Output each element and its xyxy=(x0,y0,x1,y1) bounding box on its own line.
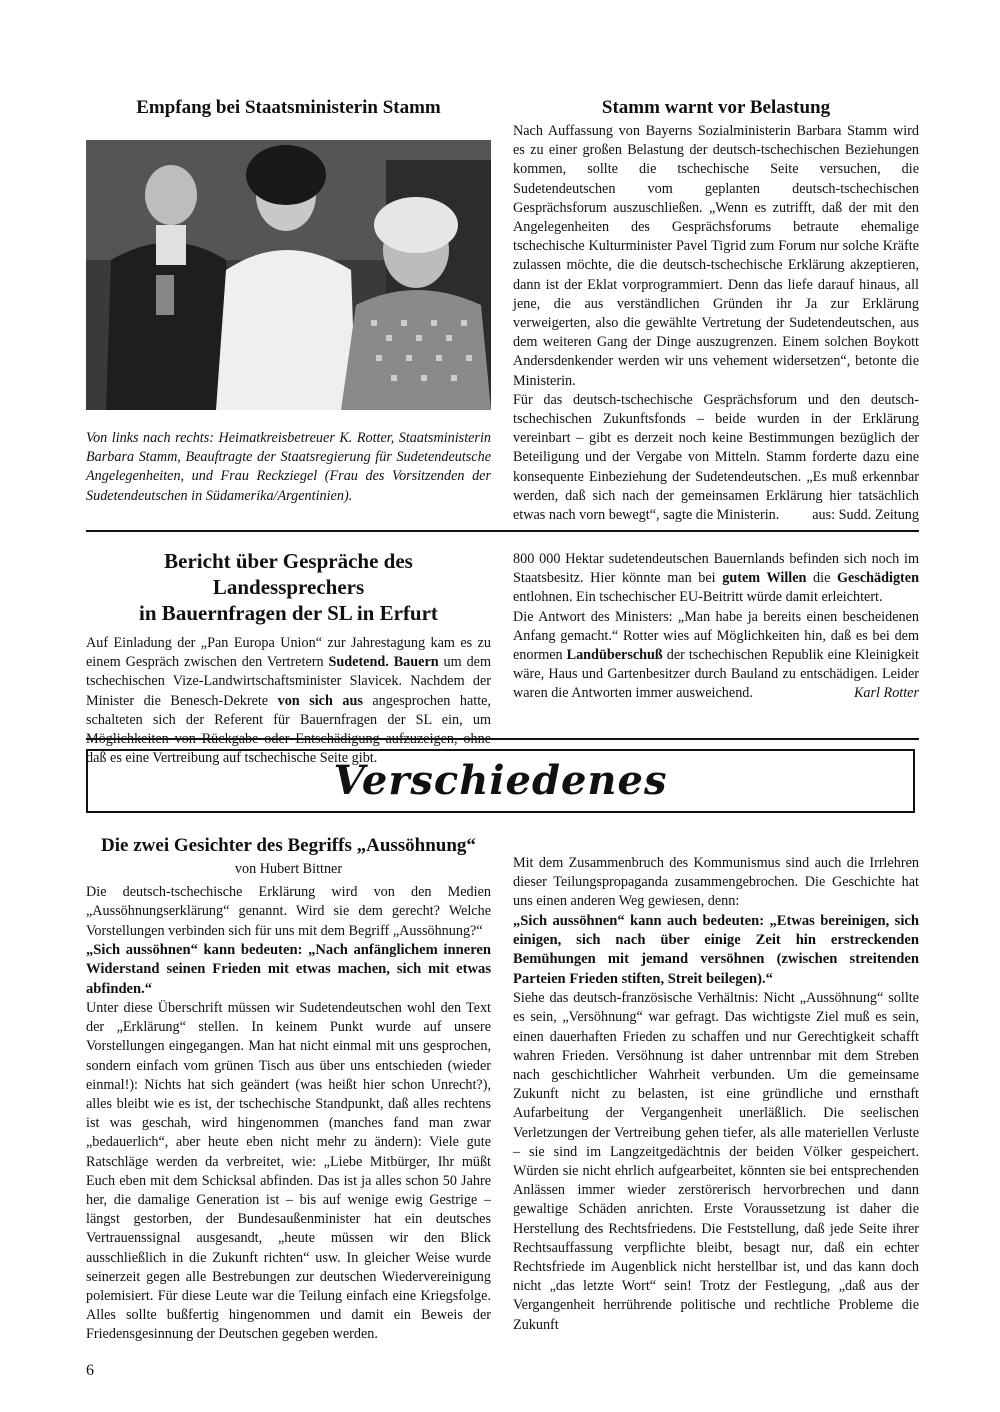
stamm-article-body-2-text: Für das deutsch-tschechische Gesprächsforum und den deutsch-tschechischen Zukunftsfonds – beide wurden in der Erklärung vereinbart – gibt es derzeit noch keine Bestimmungen bezüglich der Beteiligung und der Vergabe von Mitteln. Stamm forderte dazu eine konsequente Einbeziehung der Sudetendeutschen. „Es muß erkennbar werden, daß sich nach der gemeinsamen Erklärung hier tatsächlich etwas nach vorn bewegt“, sagte die Ministerin. xyxy=(513,391,919,524)
bericht-right-body-2 xyxy=(513,608,919,704)
stamm-article-body-1: Nach Auffassung von Bayerns Sozialministerin Barbara Stamm wird es zu einer großen Belastung der deutsch-tschechischen Beziehungen kommen, sollte die tschechische Seite versuchen, die Sudetendeutschen vom geplanten deutsch-tschechischen Gesprächsforum auszuschließen. „Wenn es zutrifft, daß der mit den Angelegenheiten des Gesprächsforums betraute ehemalige tschechische Kulturminister Pavel Tigrid zum Forum nur solche Kräfte zulassen möchte, die die deutsch-tschechische Erklärung akzeptieren, dann ist der Eklat vorprogrammiert. Denn das liefe darauf hinaus, all jene, die aus verständlichen Gründen ihr Ja zur Erklärung verweigerten, also die gewählte Vertretung der Sudetendeutschen, aus dem weiteren Gang der Dinge auszugrenzen. Einem solchen Boykott Andersdenkender werden wir uns vehement widersetzen“, betonte die Ministerin. xyxy=(513,123,919,389)
bericht-left-bold-1: Sudetend. Bauern xyxy=(328,654,439,671)
bericht-right-body-1 xyxy=(513,550,919,608)
aussoehnung-byline: von Hubert Bittner xyxy=(234,861,343,877)
aussoehnung-intro: Die deutsch-tschechische Erklärung wird von den Medien „Aussöhnungserklärung“ genannt. Wird sie dem gerecht? Welche Vorstellungen verbinden sich für uns mit dem Begriff „Aussöhnung?“ xyxy=(86,884,491,939)
aussoehnung-right-body-1: Mit dem Zusammenbruch des Kommunismus sind auch die Irrlehren dieser Teilungspropaganda zusammengebrochen. Die Geschichte hat uns einen anderen Weg gewiesen, denn: xyxy=(513,855,919,910)
bericht-headline-line-1: Bericht über Gespräche des Landessprechers xyxy=(164,549,413,599)
aussoehnung-headline: Die zwei Gesichter des Begriffs „Aussöhnung“ xyxy=(101,835,476,856)
bericht-right-text-d: entlohnen. Ein tschechischer EU-Beitritt würde damit erleichtert. xyxy=(513,589,883,606)
bericht-right-bold-2: Geschädigten xyxy=(837,570,919,587)
aussoehnung-left-body: Unter diese Überschrift müssen wir Sudetendeutschen wohl den Text der „Erklärung“ stellen. In keinem Punkt wurde auf unsere Vorstellungen eingegangen. Man hat nicht einmal mit uns gesprochen, sondern einfach vom grünen Tisch aus über uns entschieden (wieder einmal!): Nichts hat sich geändert (was heißt hier schon Unrecht?), alles bleibt wie es ist, der tschechische Standpunkt, daß alles rechtens ist was geschah, wird hingenommen (manches fand man zwar „bedauerlich“, aber heute eben nicht mehr zu ändern): Viele gute Ratschläge werden da verbreitet, wie: „Liebe Mitbürger, Ihr müßt Euch eben mit dem Schicksal abfinden. Das ist ja alles schon 50 Jahre her, die damalige Generation ist – bis auf wenige ewig Gestrige – längst gestorben, der Bundesaußenminister hat ein deutsches Vertrauenssignal ausgesandt, „heute müssen wir den Blick ausschließlich in die Zukunft richten“ usw. In gleicher Weise wurde seinerzeit gegen alle Bestrebungen zur deutschen Wiedervereinigung polemisiert. Für diese Leute war die Teilung einfach eine Kriegsfolge. Alles sollte bußfertig hingenommen und damit ein Beweis der Friedensgesinnung der Deutschen gegeben werden. xyxy=(86,1000,491,1343)
bericht-right-text-f: der tschechischen Republik eine Kleinigkeit wäre, Haus und Gartenbesitzer durch Bauland zu entschädigen. Leider waren die Antworten immer ausweichend. xyxy=(513,647,919,702)
bericht-headline xyxy=(86,548,491,626)
bericht-article-right xyxy=(513,550,919,704)
divider-middle xyxy=(86,738,919,740)
aussoehnung-right-body-2: Siehe das deutsch-französische Verhältnis: Nicht „Aussöhnung“ sollte es sein, „Versöhnung“ war gefragt. Das wichtigste Ziel muß es sein, einen dauerhaften Frieden zu schaffen und nur Gerechtigkeit schafft wahren Frieden. Versöhnung ist daher untrennbar mit dem Streben nach geschichtlicher Wahrheit verbunden. Um die gemeinsame Zukunft nicht zu belasten, ist eine gründliche und ernsthaft Aufarbeitung der Vergangenheit unerläßlich. Die seelischen Verletzungen der Vertreibung gehen tiefer, als alle materiellen Verluste – sie sind im Langzeitgedächtnis der beiden Völker gespeichert. Würden sie nicht ehrlich aufgearbeitet, könnten sie bei entsprechenden Anlässen immer wieder zerstörerisch hervorbrechen und dann gewaltige Schäden anrichten. Erste Voraussetzung ist daher die Herstellung des Rechtsfriedens. Die Feststellung, daß jede Seite ihrer Rechtsauffassung verpflichte bleibt, besagt nur, daß ein echter Rechtsfriede im Augenblick nicht herstellbar ist, und das kann doch nicht „das letzte Wort“ sein! Trotz der Festlegung, „daß aus der Vergangenheit herrührende politische und rechtliche Probleme die Zukunft xyxy=(513,990,919,1333)
stamm-article xyxy=(513,96,919,525)
photo-caption: Von links nach rechts: Heimatkreisbetreuer K. Rotter, Staatsministerin Barbara Stamm, Beauftragte der Staatsregierung für Sudetendeutsche Angelegenheiten, und Frau Reckziegel (Frau des Vorsitzenden der Sudetendeutschen in Südamerika/Argentinien). xyxy=(86,430,491,504)
aussoehnung-right xyxy=(513,854,919,1335)
bericht-article-left xyxy=(86,548,491,768)
stamm-article-source: aus: Sudd. Zeitung xyxy=(812,507,919,524)
bericht-right-bold-3: Landüberschuß xyxy=(566,647,663,664)
bericht-right-text-a: 800 000 Hektar sudetendeutschen Bauernlands befinden sich noch im Staatsbesitz. Hier könnte man bei xyxy=(513,551,919,587)
bericht-author: Karl Rotter xyxy=(853,685,919,702)
photo-caption-block xyxy=(86,429,491,506)
bericht-left-text-c: um dem tschechischen Vize-Landwirtschaftsminister Slavicek. Nachdem der Minister die Benesch-Dekrete xyxy=(86,654,492,709)
bericht-right-text-c: die xyxy=(806,570,837,587)
bericht-headline-line-2: in Bauernfragen der SL in Erfurt xyxy=(139,601,438,625)
bericht-left-text-a: Auf Einladung der „Pan Europa Union“ zur Jahrestagung kam es zu einem Gespräch zwischen den Vertretern xyxy=(86,635,491,671)
reception-photo xyxy=(86,140,491,410)
section-banner xyxy=(86,749,915,813)
bericht-right-text-e: Die Antwort des Ministers: „Man habe ja bereits einen bescheidenen Anfang gemacht.“ Rotter wies auf Möglichkeiten hin, daß es bei dem enormen xyxy=(513,608,919,664)
divider-top xyxy=(86,530,919,532)
section-title: Verschiedenes xyxy=(333,757,668,804)
bericht-left-bold-2: von sich aus xyxy=(277,692,363,709)
aussoehnung-definition-1: „Sich aussöhnen“ kann bedeuten: „Nach anfänglichem inneren Widerstand seinen Frieden mit etwas machen, sich mit etwas abfinden.“ xyxy=(86,941,491,997)
stamm-article-headline: Stamm warnt vor Belastung xyxy=(601,97,831,118)
aussoehnung-left xyxy=(86,834,491,1345)
photo-article-headline: Empfang bei Staatsministerin Stamm xyxy=(136,97,441,118)
stamm-article-body-2 xyxy=(513,391,919,525)
page-number: 6 xyxy=(86,1362,94,1379)
aussoehnung-definition-2: „Sich aussöhnen“ kann auch bedeuten: „Etwas bereinigen, sich einigen, sich nach über einige Zeit hin erstreckenden Bemühungen mit jemand versöhnen (zwischen streitenden Parteien Frieden stiften, Streit beilegen).“ xyxy=(513,912,919,987)
reception-photo-image xyxy=(86,140,491,410)
bericht-right-bold-1: gutem Willen xyxy=(722,570,807,587)
photo-article xyxy=(86,96,491,120)
bericht-left-text-d: angesprochen hatte, schalteten sich der Referent für Bauernfragen der SL ein, um daß es eine Vertreibung auf tschechische Seite gibt. xyxy=(86,692,491,767)
